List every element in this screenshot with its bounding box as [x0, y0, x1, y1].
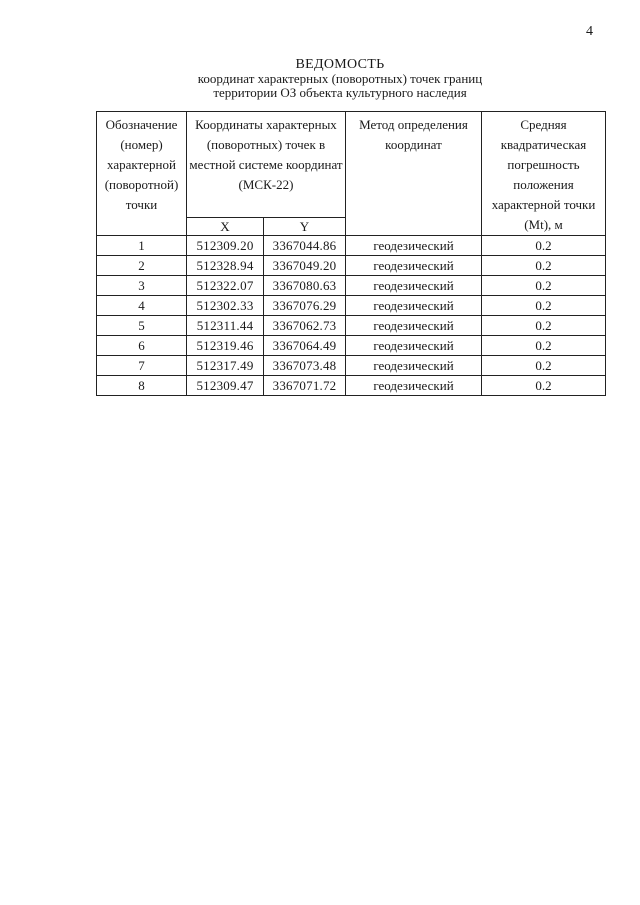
- table-header: [97, 112, 606, 236]
- cell-method: геодезический: [346, 276, 482, 296]
- cell-error: 0.2: [482, 276, 606, 296]
- cell-point-number: 2: [97, 256, 187, 276]
- document-subtitle-line-1: координат характерных (поворотных) точек границ: [197, 71, 483, 86]
- cell-method: геодезический: [346, 236, 482, 256]
- cell-coord-y: 3367076.29: [264, 296, 346, 316]
- table-body: [97, 236, 606, 396]
- cell-method: геодезический: [346, 256, 482, 276]
- cell-point-number: 6: [97, 336, 187, 356]
- cell-coord-y: 3367064.49: [264, 336, 346, 356]
- cell-point-number: 5: [97, 316, 187, 336]
- cell-coord-y: 3367073.48: [264, 356, 346, 376]
- cell-error: 0.2: [482, 376, 606, 396]
- header-coordinates: Координаты характерных (поворотных) точек в местной системе координат (МСК-22): [187, 112, 346, 218]
- cell-method: геодезический: [346, 336, 482, 356]
- cell-coord-y: 3367044.86: [264, 236, 346, 256]
- cell-coord-x: 512311.44: [187, 316, 264, 336]
- cell-coord-x: 512317.49: [187, 356, 264, 376]
- cell-error: 0.2: [482, 356, 606, 376]
- cell-error: 0.2: [482, 256, 606, 276]
- cell-coord-x: 512319.46: [187, 336, 264, 356]
- cell-method: геодезический: [346, 376, 482, 396]
- cell-error: 0.2: [482, 236, 606, 256]
- header-x: X: [187, 218, 264, 236]
- cell-coord-y: 3367071.72: [264, 376, 346, 396]
- header-y: Y: [264, 218, 346, 236]
- document-title-block: [150, 58, 530, 100]
- cell-error: 0.2: [482, 336, 606, 356]
- table-row: [97, 336, 606, 356]
- cell-error: 0.2: [482, 316, 606, 336]
- header-error: Средняя квадратическая погрешность положения характерной точки (Mt), м: [482, 112, 606, 236]
- cell-point-number: 4: [97, 296, 187, 316]
- coordinates-table: [96, 111, 606, 396]
- document-subtitle-line-2: территории ОЗ объекта культурного наследия: [213, 85, 467, 100]
- cell-point-number: 1: [97, 236, 187, 256]
- page-number: 4: [586, 24, 593, 39]
- table-row: [97, 236, 606, 256]
- table-row: [97, 376, 606, 396]
- cell-coord-y: 3367049.20: [264, 256, 346, 276]
- cell-coord-x: 512302.33: [187, 296, 264, 316]
- cell-point-number: 3: [97, 276, 187, 296]
- table-row: [97, 356, 606, 376]
- table-row: [97, 256, 606, 276]
- cell-coord-x: 512328.94: [187, 256, 264, 276]
- cell-coord-x: 512309.47: [187, 376, 264, 396]
- cell-point-number: 7: [97, 356, 187, 376]
- header-designation: Обозначение (номер) характерной (поворотной) точки: [97, 112, 187, 236]
- cell-error: 0.2: [482, 296, 606, 316]
- table-row: [97, 316, 606, 336]
- cell-method: геодезический: [346, 356, 482, 376]
- cell-coord-y: 3367080.63: [264, 276, 346, 296]
- table-row: [97, 296, 606, 316]
- cell-method: геодезический: [346, 296, 482, 316]
- cell-point-number: 8: [97, 376, 187, 396]
- cell-coord-x: 512309.20: [187, 236, 264, 256]
- table-row: [97, 276, 606, 296]
- cell-coord-x: 512322.07: [187, 276, 264, 296]
- document-title: ВЕДОМОСТЬ: [295, 57, 385, 72]
- header-method: Метод определения координат: [346, 112, 482, 236]
- cell-coord-y: 3367062.73: [264, 316, 346, 336]
- cell-method: геодезический: [346, 316, 482, 336]
